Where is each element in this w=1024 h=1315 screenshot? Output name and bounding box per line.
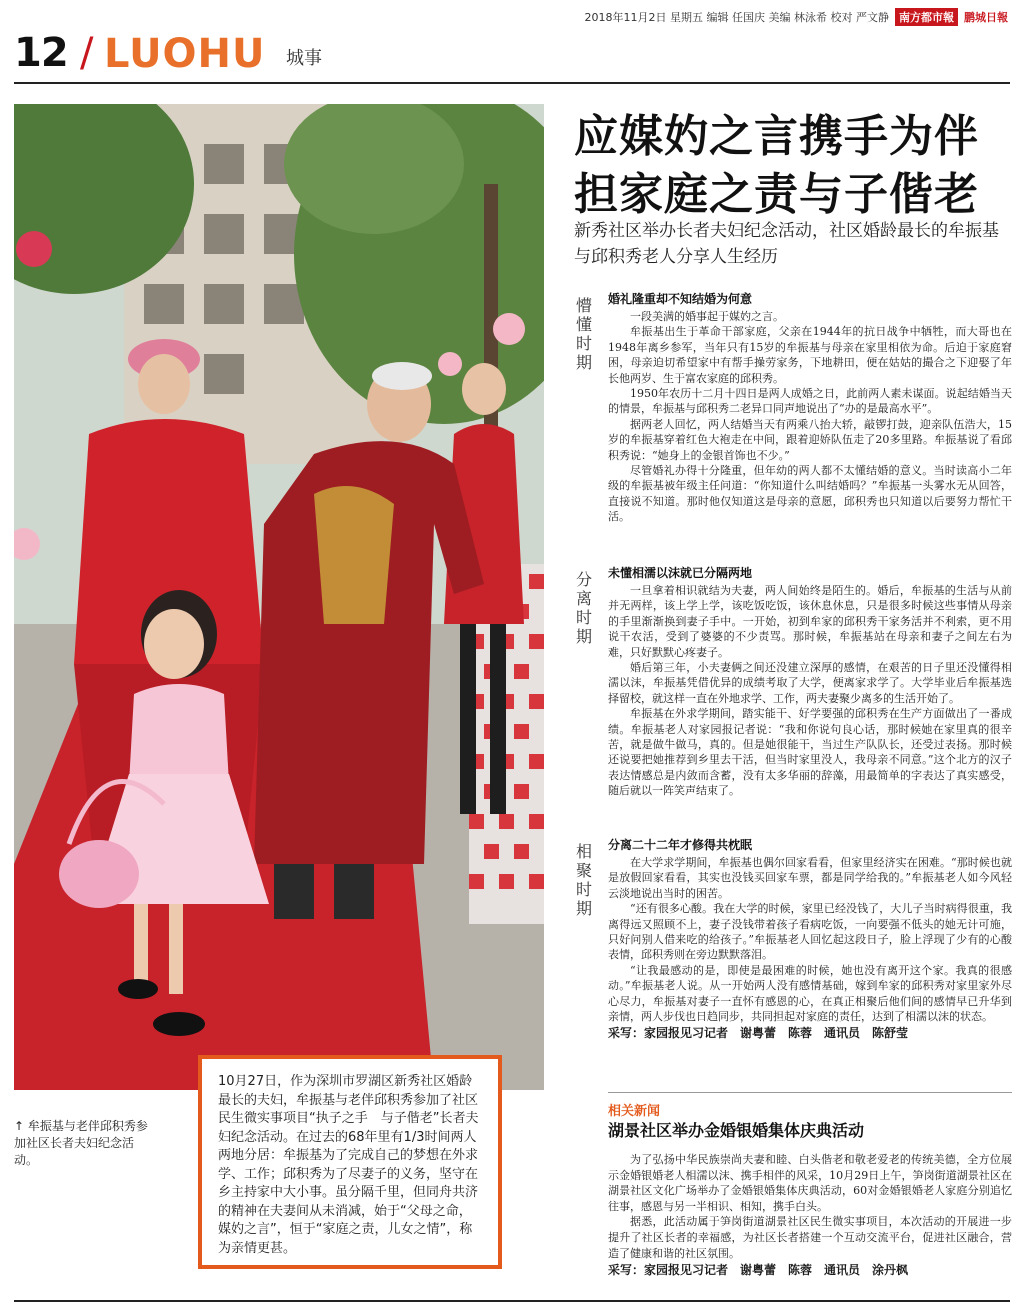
article-section-1 [608,292,1012,525]
section-label-2: 分离时期 [576,570,593,646]
header-slash: / [80,30,94,76]
section-label-1: 懵懂时期 [576,296,593,372]
brand-logo: 南方都市報 [895,8,958,26]
page-number: 12 [14,30,68,76]
paragraph: 尽管婚礼办得十分隆重，但年幼的两人都不太懂结婚的意义。当时读高小二年级的牟振基被年级主任问道：“你知道什么叫结婚吗？”牟振基一头雾水无从回答，直接说不知道。那时他仅知道这是母亲的意愿，邱积秀也只知道以后要努力帮忙干活。 [608,464,1012,524]
related-tag: 相关新闻 [608,1104,661,1119]
section-name: LUOHU [104,31,266,77]
paragraph: 牟振基在外求学期间，踏实能干、好学要强的邱积秀在生产方面做出了一番成绩。牟振基老人对家园报记者说：“我和你说句良心话，那时候她在家里真的很辛苦，就是做牛做马，真的。但是她很能干，当过生产队队长，还受过表扬。那时候还说要把她推荐到乡里去干活，但当时家里没人，我母亲不同意。”这个北方的汉子表达情感总是内敛而含蓄，没有太多华丽的辞藻，用最简单的字表达了真实感受，随后就以一阵笑声结束了。 [608,707,1012,798]
article-section-3 [608,838,1012,1041]
paragraph: 据悉，此活动属于笋岗街道湖景社区民生微实事项目，本次活动的开展进一步提升了社区长者的幸福感，为社区长者搭建一个互动交流平台，促进社区融合，营造了健康和谐的社区氛围。 [608,1215,1012,1260]
section-label-3: 相聚时期 [576,842,593,918]
headline-line-2: 担家庭之责与子偕老 [574,169,979,220]
paragraph: 婚后第三年，小夫妻俩之间还没建立深厚的感情，在艰苦的日子里还没懂得相濡以沫，牟振基凭借优异的成绩考取了大学，便离家求学了。大学毕业后牟振基选择留校，就这样一直在外地求学、工作，两夫妻聚少离多的生活开始了。 [608,661,1012,705]
related-body [608,1152,1012,1278]
article-subhead: 新秀社区举办长者夫妇纪念活动，社区婚龄最长的牟振基与邱积秀老人分享人生经历 [574,221,999,267]
article-section-2 [608,566,1012,799]
news-photo [14,104,544,1090]
summary-box: 10月27日，作为深圳市罗湖区新秀社区婚龄最长的夫妇，牟振基与老伴邱积秀参加了社区民生微实事项目“执子之手 与子偕老”长者夫妇纪念活动。在过去的68年里有1/3时间两人两地分居：牟振基为了完成自己的梦想在外求学、工作；邱积秀为了尽妻子的义务，坚守在乡主持家中大小事。虽分隔千里，但同舟共济的精神在夫妻间从未消减，始于“父母之命，媒妁之言”，恒于“家庭之责，儿女之情”，称为亲情更甚。 [198,1055,502,1269]
issue-info: 2018年11月2日 星期五 编辑 任国庆 美编 林泳希 校对 严文静 [584,11,889,24]
section-title: 未懂相濡以沫就已分隔两地 [608,566,753,580]
paragraph: 为了弘扬中华民族崇尚夫妻和睦、白头偕老和敬老爱老的传统美德，全方位展示金婚银婚老人相濡以沫、携手相伴的风采，10月29日上午，笋岗街道湖景社区在湖景社区文化广场举办了金婚银婚集体庆典活动，60对金婚银婚老人家庭分别追忆往事，感恩与另一半相识、相知，携手白头。 [608,1153,1012,1213]
header-meta [585,8,1008,26]
article-byline: 采写：家园报见习记者 谢粤蕾 陈蓉 通讯员 陈舒莹 [608,1026,909,1041]
paragraph: “让我最感动的是，即使是最困难的时候，她也没有离开这个家。我真的很感动。”牟振基老人说。从一开始两人没有感情基础，嫁到牟家的邱积秀对家里家外尽心尽力，牟振基对妻子一直怀有感恩的心，在真正相聚后他们间的感情早已升华到亲情，两人步伐也日趋同步，共同担起对家庭的责任，达到了相濡以沫的状态。 [608,963,1012,1024]
paragraph: 在大学求学期间，牟振基也偶尔回家看看，但家里经济实在困难。“那时候也就是放假回家看看，其实也没钱买回家车票，都是同学给我的。”牟振基老人如今风轻云淡地说出当时的困苦。 [608,856,1012,900]
photo-caption: ↑ 牟振基与老伴邱积秀参加社区长者夫妇纪念活动。 [14,1119,148,1167]
headline-line-1: 应媒妁之言携手为伴 [574,111,979,162]
paragraph: 1950年农历十二月十四日是两人成婚之日，此前两人素未谋面。说起结婚当天的情景，牟振基与邱积秀二老异口同声地说出了“办的是最高水平”。 [608,387,1012,416]
article-headline [574,108,1014,224]
section-title: 婚礼隆重却不知结婚为何意 [608,292,753,306]
section-title: 分离二十二年才修得共枕眠 [608,838,753,852]
paragraph: “还有很多心酸。我在大学的时候，家里已经没钱了，大儿子当时病得很重，我离得远又照顾不上，妻子没钱带着孩子看病吃饭，一向要强不低头的她无计可施，只好问别人借来吃的给孩子。”牟振基老人回忆起这段日子，脸上浮现了少有的心酸表情，邱积秀则在旁边默默落泪。 [608,902,1012,962]
related-title: 湖景社区举办金婚银婚集体庆典活动 [608,1121,865,1140]
paragraph: 一段美满的婚事起于媒妁之言。 [630,310,784,323]
header-divider [14,82,1010,84]
paragraph: 一旦拿着相识就结为夫妻，两人间始终是陌生的。婚后，牟振基的生活与从前并无两样，该上学上学，该吃饭吃饭，该休息休息，只是很多时候这些事情从母亲的手里渐渐换到妻子手中。一开始，初到牟家的邱积秀干家务活并不利索，更不用说干农活，受到了婆婆的不少责骂。那时候，牟振基站在母亲和妻子之间左右为难，只好默默心疼妻子。 [608,584,1012,659]
footer-divider [14,1300,1010,1302]
related-divider [608,1092,1012,1093]
related-byline: 采写：家园报见习记者 谢粤蕾 陈蓉 通讯员 涂丹枫 [608,1263,909,1278]
paragraph: 据两老人回忆，两人结婚当天有两乘八抬大轿，敲锣打鼓，迎亲队伍浩大，15岁的牟振基穿着红色大袍走在中间，跟着迎娇队伍走了20多里路。牟振基说了看邱积秀说：“她身上的金银首饰也不少。” [608,417,1012,462]
paragraph: 牟振基出生于革命干部家庭，父亲在1944年的抗日战争中牺牲，而大哥也在1948年离乡参军，当年只有15岁的牟振基与母亲在家里相依为命。后迫于家庭窘困，母亲迫切希望家中有帮手操劳家务，下地耕田，便在姑姑的撮合之下迎娶了年长他两岁、生于富农家庭的邱积秀。 [608,325,1012,385]
section-subtitle: 城事 [286,48,322,69]
brand-logo-sub: 鹏城日報 [964,11,1008,24]
